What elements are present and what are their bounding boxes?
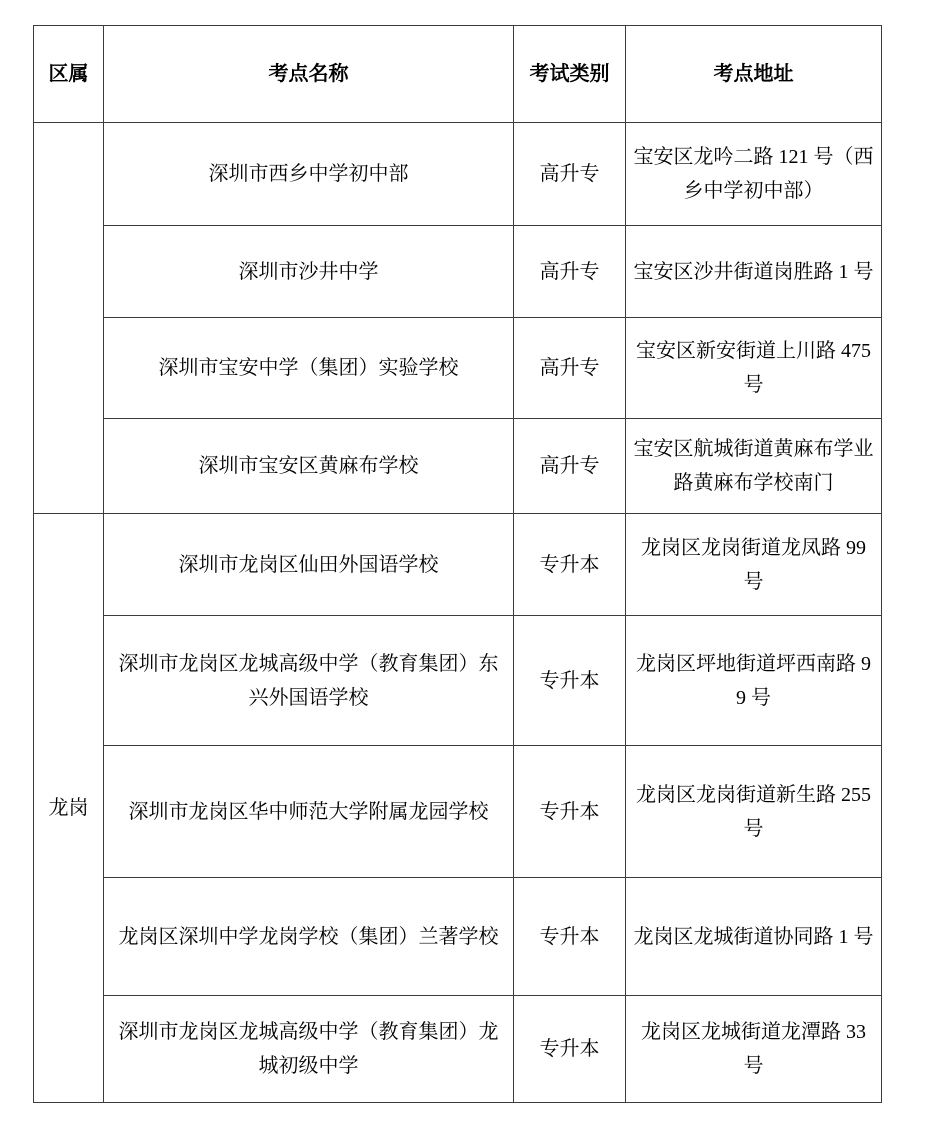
- table-row: [34, 746, 882, 878]
- exam-category-cell: 专升本: [514, 616, 626, 746]
- exam-category-cell: 专升本: [514, 878, 626, 996]
- exam-category-cell: 高升专: [514, 226, 626, 318]
- site-name-cell: 深圳市沙井中学: [104, 226, 514, 318]
- exam-category-cell: 专升本: [514, 746, 626, 878]
- site-address-cell: 宝安区龙吟二路 121 号（西乡中学初中部）: [626, 123, 882, 226]
- site-name-cell: 深圳市龙岗区龙城高级中学（教育集团）东兴外国语学校: [104, 616, 514, 746]
- exam-category-cell: 专升本: [514, 996, 626, 1103]
- table-row: [34, 419, 882, 514]
- site-name-cell: 深圳市宝安区黄麻布学校: [104, 419, 514, 514]
- site-address-cell: 宝安区航城街道黄麻布学业路黄麻布学校南门: [626, 419, 882, 514]
- exam-category-cell: 专升本: [514, 514, 626, 616]
- district-cell: 龙岗: [34, 514, 104, 1103]
- table-row: [34, 123, 882, 226]
- exam-sites-table: [33, 25, 882, 1103]
- district-cell: [34, 123, 104, 514]
- header-row: [34, 26, 882, 123]
- header-district: 区属: [34, 26, 104, 123]
- exam-category-cell: 高升专: [514, 419, 626, 514]
- site-address-cell: 龙岗区坪地街道坪西南路 99 号: [626, 616, 882, 746]
- site-name-cell: 深圳市西乡中学初中部: [104, 123, 514, 226]
- site-name-cell: 深圳市龙岗区仙田外国语学校: [104, 514, 514, 616]
- table-row: [34, 616, 882, 746]
- site-address-cell: 龙岗区龙城街道龙潭路 33 号: [626, 996, 882, 1103]
- site-address-cell: 龙岗区龙城街道协同路 1 号: [626, 878, 882, 996]
- site-name-cell: 深圳市宝安中学（集团）实验学校: [104, 318, 514, 419]
- site-address-cell: 宝安区新安街道上川路 475 号: [626, 318, 882, 419]
- table-row: [34, 878, 882, 996]
- site-name-cell: 深圳市龙岗区华中师范大学附属龙园学校: [104, 746, 514, 878]
- site-address-cell: 宝安区沙井街道岗胜路 1 号: [626, 226, 882, 318]
- header-site-address: 考点地址: [626, 26, 882, 123]
- exam-category-cell: 高升专: [514, 318, 626, 419]
- table-row: [34, 318, 882, 419]
- site-address-cell: 龙岗区龙岗街道新生路 255 号: [626, 746, 882, 878]
- table-row: [34, 514, 882, 616]
- site-name-cell: 龙岗区深圳中学龙岗学校（集团）兰著学校: [104, 878, 514, 996]
- exam-category-cell: 高升专: [514, 123, 626, 226]
- site-name-cell: 深圳市龙岗区龙城高级中学（教育集团）龙城初级中学: [104, 996, 514, 1103]
- site-address-cell: 龙岗区龙岗街道龙凤路 99 号: [626, 514, 882, 616]
- table-row: [34, 226, 882, 318]
- table-row: [34, 996, 882, 1103]
- header-exam-category: 考试类别: [514, 26, 626, 123]
- header-site-name: 考点名称: [104, 26, 514, 123]
